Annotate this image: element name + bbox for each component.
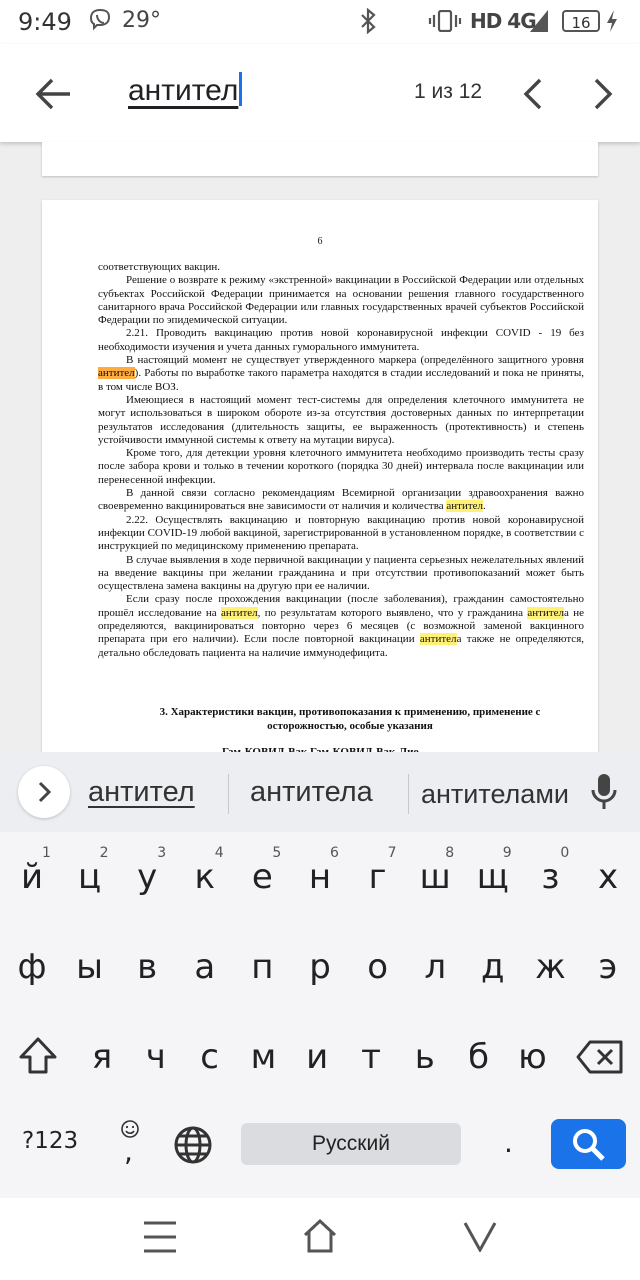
- key-э[interactable]: [578, 924, 638, 1010]
- key-hint: 1: [42, 845, 51, 861]
- key-label: г: [368, 857, 387, 897]
- key-р[interactable]: [290, 924, 350, 1010]
- text-run: В данной связи согласно рекомендациям Всемирной организации здравоохранения важно своевременно вакцинироваться вне зависимости от наличия и количества: [98, 487, 584, 513]
- navigation-bar: [0, 1198, 640, 1280]
- suggestion-strip: [0, 752, 640, 832]
- key-hint: 2: [99, 845, 109, 861]
- key-label: й: [20, 857, 44, 897]
- key-label: п: [251, 947, 274, 987]
- search-highlight: антител: [446, 500, 484, 513]
- viber-icon: [88, 8, 112, 32]
- key-х[interactable]: [578, 834, 638, 920]
- key-я[interactable]: [72, 1014, 132, 1100]
- back-arrow-icon[interactable]: [30, 74, 76, 114]
- paragraph: 2.22. Осуществлять вакцинацию и повторную вакцинацию против новой коронавирусной инфекции COVID-19 любой вакциной, зарегистрированной в установленном порядке, в соответствии с инструкцией по медицинскому применению препарата.: [98, 513, 584, 553]
- key-й[interactable]: [2, 834, 62, 920]
- key-label: а: [194, 947, 216, 987]
- key-hint: 7: [387, 845, 397, 861]
- key-hint: 0: [560, 845, 570, 861]
- comma-key[interactable]: [118, 1119, 142, 1169]
- match-counter: 1 из 12: [414, 80, 483, 103]
- key-б[interactable]: [449, 1014, 509, 1100]
- key-label: р: [309, 947, 331, 987]
- key-label: ц: [78, 857, 102, 897]
- key-label: ю: [518, 1037, 547, 1077]
- text-run: .: [483, 500, 486, 513]
- key-ф[interactable]: [2, 924, 62, 1010]
- key-label: з: [541, 857, 560, 897]
- key-label: к: [194, 857, 216, 897]
- key-hint: 5: [272, 845, 282, 861]
- key-л[interactable]: [405, 924, 465, 1010]
- key-о[interactable]: [348, 924, 408, 1010]
- key-label: ж: [535, 947, 566, 987]
- key-label: е: [251, 857, 273, 897]
- key-ц[interactable]: [60, 834, 120, 920]
- paragraph: [98, 487, 584, 514]
- key-м[interactable]: [233, 1014, 293, 1100]
- next-match-icon[interactable]: [588, 74, 618, 114]
- signal-icon: [528, 8, 550, 34]
- bluetooth-icon: [358, 8, 378, 34]
- symbols-key[interactable]: ?123: [22, 1128, 79, 1154]
- vibrate-icon: [428, 10, 462, 32]
- search-highlight: антител: [527, 606, 565, 619]
- suggestion-3[interactable]: антителами: [421, 779, 569, 809]
- key-hint: 9: [502, 845, 512, 861]
- key-label: я: [91, 1037, 113, 1077]
- text-run: В настоящий момент не существует утвержденного маркера (определённого защитного уровня: [126, 354, 584, 367]
- document-body: [98, 261, 584, 660]
- paragraph: соответствующих вакцин.: [98, 261, 221, 273]
- text-run: а также не определяются, детально обследовать пациента на наличие иммунодефицита.: [98, 633, 585, 659]
- key-hint: 8: [445, 845, 455, 861]
- soft-keyboard: [0, 752, 640, 1198]
- key-label: с: [200, 1037, 219, 1077]
- search-query-text: антител: [128, 74, 239, 107]
- key-label: ф: [17, 947, 47, 987]
- key-ы[interactable]: [60, 924, 120, 1010]
- key-ч[interactable]: [126, 1014, 186, 1100]
- paragraph: В случае выявления в ходе первичной вакцинации у пациента серьезных нежелательных явлений на введение вакцины при желании гражданина и при отсутствии противопоказаний может быть осуществлена замена вакцины на другую при ее наличии.: [98, 553, 584, 593]
- key-label: ч: [145, 1037, 166, 1077]
- key-т[interactable]: [341, 1014, 401, 1100]
- key-п[interactable]: [232, 924, 292, 1010]
- expand-toolbar-button[interactable]: [18, 766, 70, 818]
- key-и[interactable]: [287, 1014, 347, 1100]
- key-щ[interactable]: [463, 834, 523, 920]
- status-temperature: 29°: [122, 8, 161, 33]
- search-highlight: антител: [221, 606, 258, 619]
- key-label: б: [468, 1037, 490, 1077]
- key-ш[interactable]: [405, 834, 465, 920]
- find-in-page-bar: [0, 44, 640, 142]
- key-label: ы: [76, 947, 104, 987]
- paragraph: Решение о возврате к режиму «экстренной» вакцинации в Российской Федерации или отдельных субъектах Российской Федерации принимается на основании решения главного государственного санитарного врача Российской Федерации или главных государственных врачей субъектов Российской Федерации по эпидемической ситуации.: [98, 274, 584, 327]
- key-н[interactable]: [290, 834, 350, 920]
- document-page-previous[interactable]: [42, 142, 598, 176]
- charging-icon: [605, 9, 619, 33]
- suggestion-2[interactable]: антитела: [250, 776, 373, 808]
- key-г[interactable]: [348, 834, 408, 920]
- key-hint: 6: [330, 845, 339, 861]
- key-label: щ: [476, 857, 509, 897]
- text-run: а не определяются, вакцинироваться повторно через 6 месяцев (с возможной заменой вакцинного препарата при его наличии). Если после повторной вакцинации: [98, 606, 585, 646]
- menu-icon[interactable]: [142, 1220, 178, 1254]
- paragraph: [98, 354, 584, 394]
- key-в[interactable]: [117, 924, 177, 1010]
- key-label: т: [361, 1037, 381, 1077]
- key-ю[interactable]: [502, 1014, 562, 1100]
- text-run: Если сразу после прохождения вакцинации (после заболевания), гражданин самостоятельно прошёл исследование на: [98, 593, 584, 619]
- key-label: ь: [414, 1037, 435, 1077]
- key-label: в: [137, 947, 158, 987]
- key-label: д: [481, 947, 505, 987]
- key-у[interactable]: [117, 834, 177, 920]
- search-input[interactable]: [128, 72, 242, 108]
- comma-label: ,: [124, 1135, 133, 1168]
- paragraph: Кроме того, для детекции уровня клеточного иммунитета необходимо производить тесты сразу после забора крови и только в течении короткого (порядка 30 дней) интервала после вакцинации или перенесенной инфекции.: [98, 447, 584, 486]
- text-run: ). Работы по выработке такого параметра находятся в стадии исследований и пока не приняты, в том числе ВОЗ.: [98, 367, 584, 393]
- text-run: , по результатам которого выявлено, что у гражданина: [257, 606, 528, 619]
- status-bar: [0, 0, 640, 44]
- key-е[interactable]: [232, 834, 292, 920]
- search-highlight: антител: [419, 633, 457, 646]
- status-time: 9:49: [18, 8, 72, 36]
- chevron-right-icon: [34, 780, 54, 804]
- key-д[interactable]: [463, 924, 523, 1010]
- backspace-icon[interactable]: [576, 1040, 624, 1074]
- key-label: х: [597, 857, 619, 897]
- key-label: о: [367, 947, 388, 987]
- key-label: и: [306, 1037, 329, 1077]
- key-label: у: [137, 857, 158, 897]
- suggestion-divider: [228, 774, 229, 814]
- search-key[interactable]: [551, 1119, 626, 1169]
- text-cursor: [239, 72, 242, 106]
- search-highlight-current: антител: [98, 367, 135, 380]
- key-label: л: [424, 947, 447, 987]
- document-page[interactable]: [42, 200, 598, 760]
- key-hint: 3: [157, 845, 167, 861]
- key-label: ш: [419, 857, 451, 897]
- section-heading: 3. Характеристики вакцин, противопоказания к применению, применение с осторожностью, особые указания: [159, 706, 541, 732]
- key-hint: 4: [214, 845, 224, 861]
- page-number: 6: [317, 236, 323, 247]
- key-label: м: [250, 1037, 277, 1077]
- key-ь[interactable]: [395, 1014, 455, 1100]
- paragraph: 2.21. Проводить вакцинацию против новой коронавирусной инфекции COVID - 19 без необходимости изучения и учета данных гуморального иммунитета.: [98, 327, 584, 353]
- microphone-icon[interactable]: [590, 772, 618, 812]
- back-nav-icon[interactable]: [462, 1220, 498, 1252]
- globe-icon[interactable]: [173, 1125, 213, 1165]
- battery-icon: 16: [562, 10, 600, 32]
- key-к[interactable]: [175, 834, 235, 920]
- previous-match-icon[interactable]: [518, 74, 548, 114]
- suggestion-divider: [408, 774, 409, 814]
- shift-icon[interactable]: [18, 1036, 58, 1076]
- paragraph: [98, 593, 584, 659]
- home-icon[interactable]: [302, 1218, 338, 1254]
- paragraph: Имеющиеся в настоящий момент тест-системы для определения клеточного иммунитета не могут использоваться в широком обороте из-за отсутствия достоверных данных по интерпретации результатов исследования (длительность защиты, ее выраженность (протективность) и степень устойчивости иммунной системы к ответу на мутации вируса).: [98, 393, 584, 446]
- key-label: э: [598, 947, 618, 987]
- key-с[interactable]: [180, 1014, 240, 1100]
- search-icon: [572, 1128, 606, 1162]
- key-label: н: [308, 857, 332, 897]
- key-ж[interactable]: [520, 924, 580, 1010]
- suggestion-1[interactable]: антител: [88, 776, 195, 808]
- space-bar[interactable]: Русский: [241, 1123, 461, 1165]
- period-key[interactable]: .: [504, 1126, 513, 1159]
- key-а[interactable]: [175, 924, 235, 1010]
- network-indicator: HD 4G: [470, 9, 536, 33]
- key-з[interactable]: [520, 834, 580, 920]
